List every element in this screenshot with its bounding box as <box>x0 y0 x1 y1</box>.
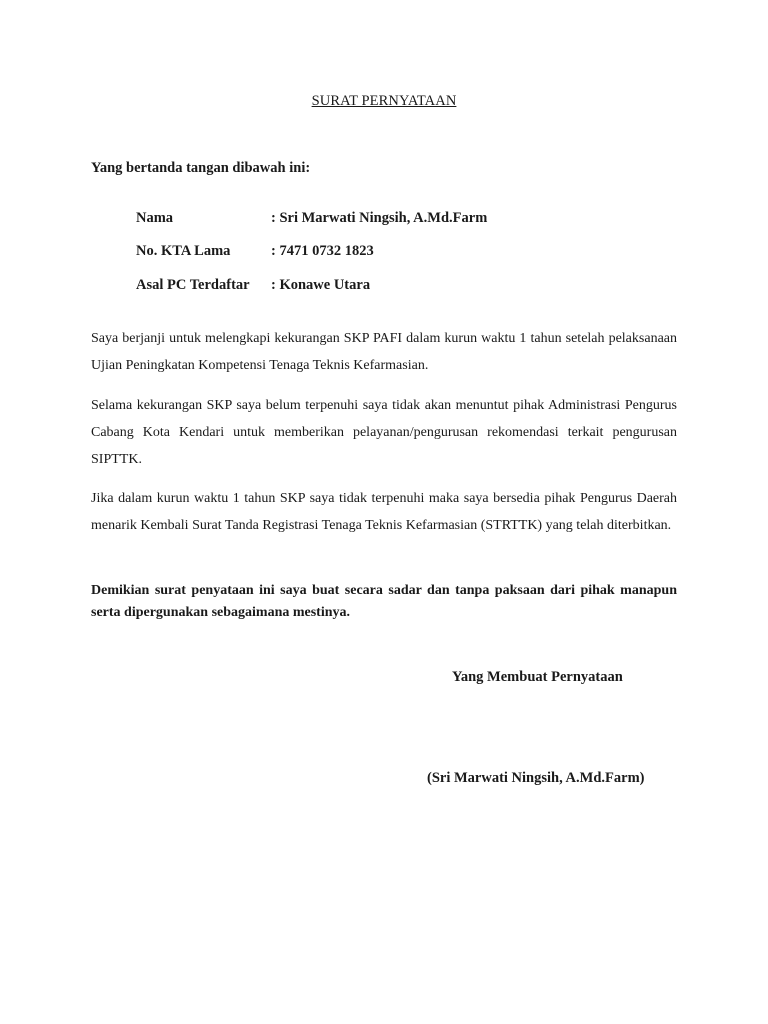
opening-line: Yang bertanda tangan dibawah ini: <box>91 160 311 176</box>
field-value: : Konawe Utara <box>271 277 371 293</box>
field-value: : Sri Marwati Ningsih, A.Md.Farm <box>271 210 488 226</box>
paragraph-3: Jika dalam kurun waktu 1 tahun SKP saya tidak terpenuhi maka saya bersedia pihak Pengurus Daerah menarik Kembali Surat Tanda Registrasi Tenaga Teknis Kefarmasian (STRTTK) yang telah diterbitkan. <box>91 491 677 533</box>
field-value: : 7471 0732 1823 <box>271 243 374 259</box>
closing-paragraph: Demikian surat penyataan ini saya buat secara sadar dan tanpa paksaan dari pihak manapun serta dipergunakan sebagaimana mestinya. <box>91 583 677 620</box>
signature-name: (Sri Marwati Ningsih, A.Md.Farm) <box>427 770 645 786</box>
field-row-kta <box>136 243 374 260</box>
field-row-nama <box>136 210 487 227</box>
paragraph-1: Saya berjanji untuk melengkapi kekurangan SKP PAFI dalam kurun waktu 1 tahun setelah pelaksanaan Ujian Peningkatan Kompetensi Tenaga Teknis Kefarmasian. <box>91 331 677 373</box>
field-label: Asal PC Terdaftar <box>136 277 250 293</box>
document-title: SURAT PERNYATAAN <box>311 93 457 109</box>
paragraph-2: Selama kekurangan SKP saya belum terpenuhi saya tidak akan menuntut pihak Administrasi Pengurus Cabang Kota Kendari untuk memberikan pelayanan/pengurusan rekomendasi terkait pengurusan SIPTTK. <box>91 398 677 467</box>
field-row-asal-pc <box>136 277 370 294</box>
field-label: Nama <box>136 210 174 226</box>
field-label: No. KTA Lama <box>136 243 231 259</box>
signature-heading: Yang Membuat Pernyataan <box>452 669 623 685</box>
